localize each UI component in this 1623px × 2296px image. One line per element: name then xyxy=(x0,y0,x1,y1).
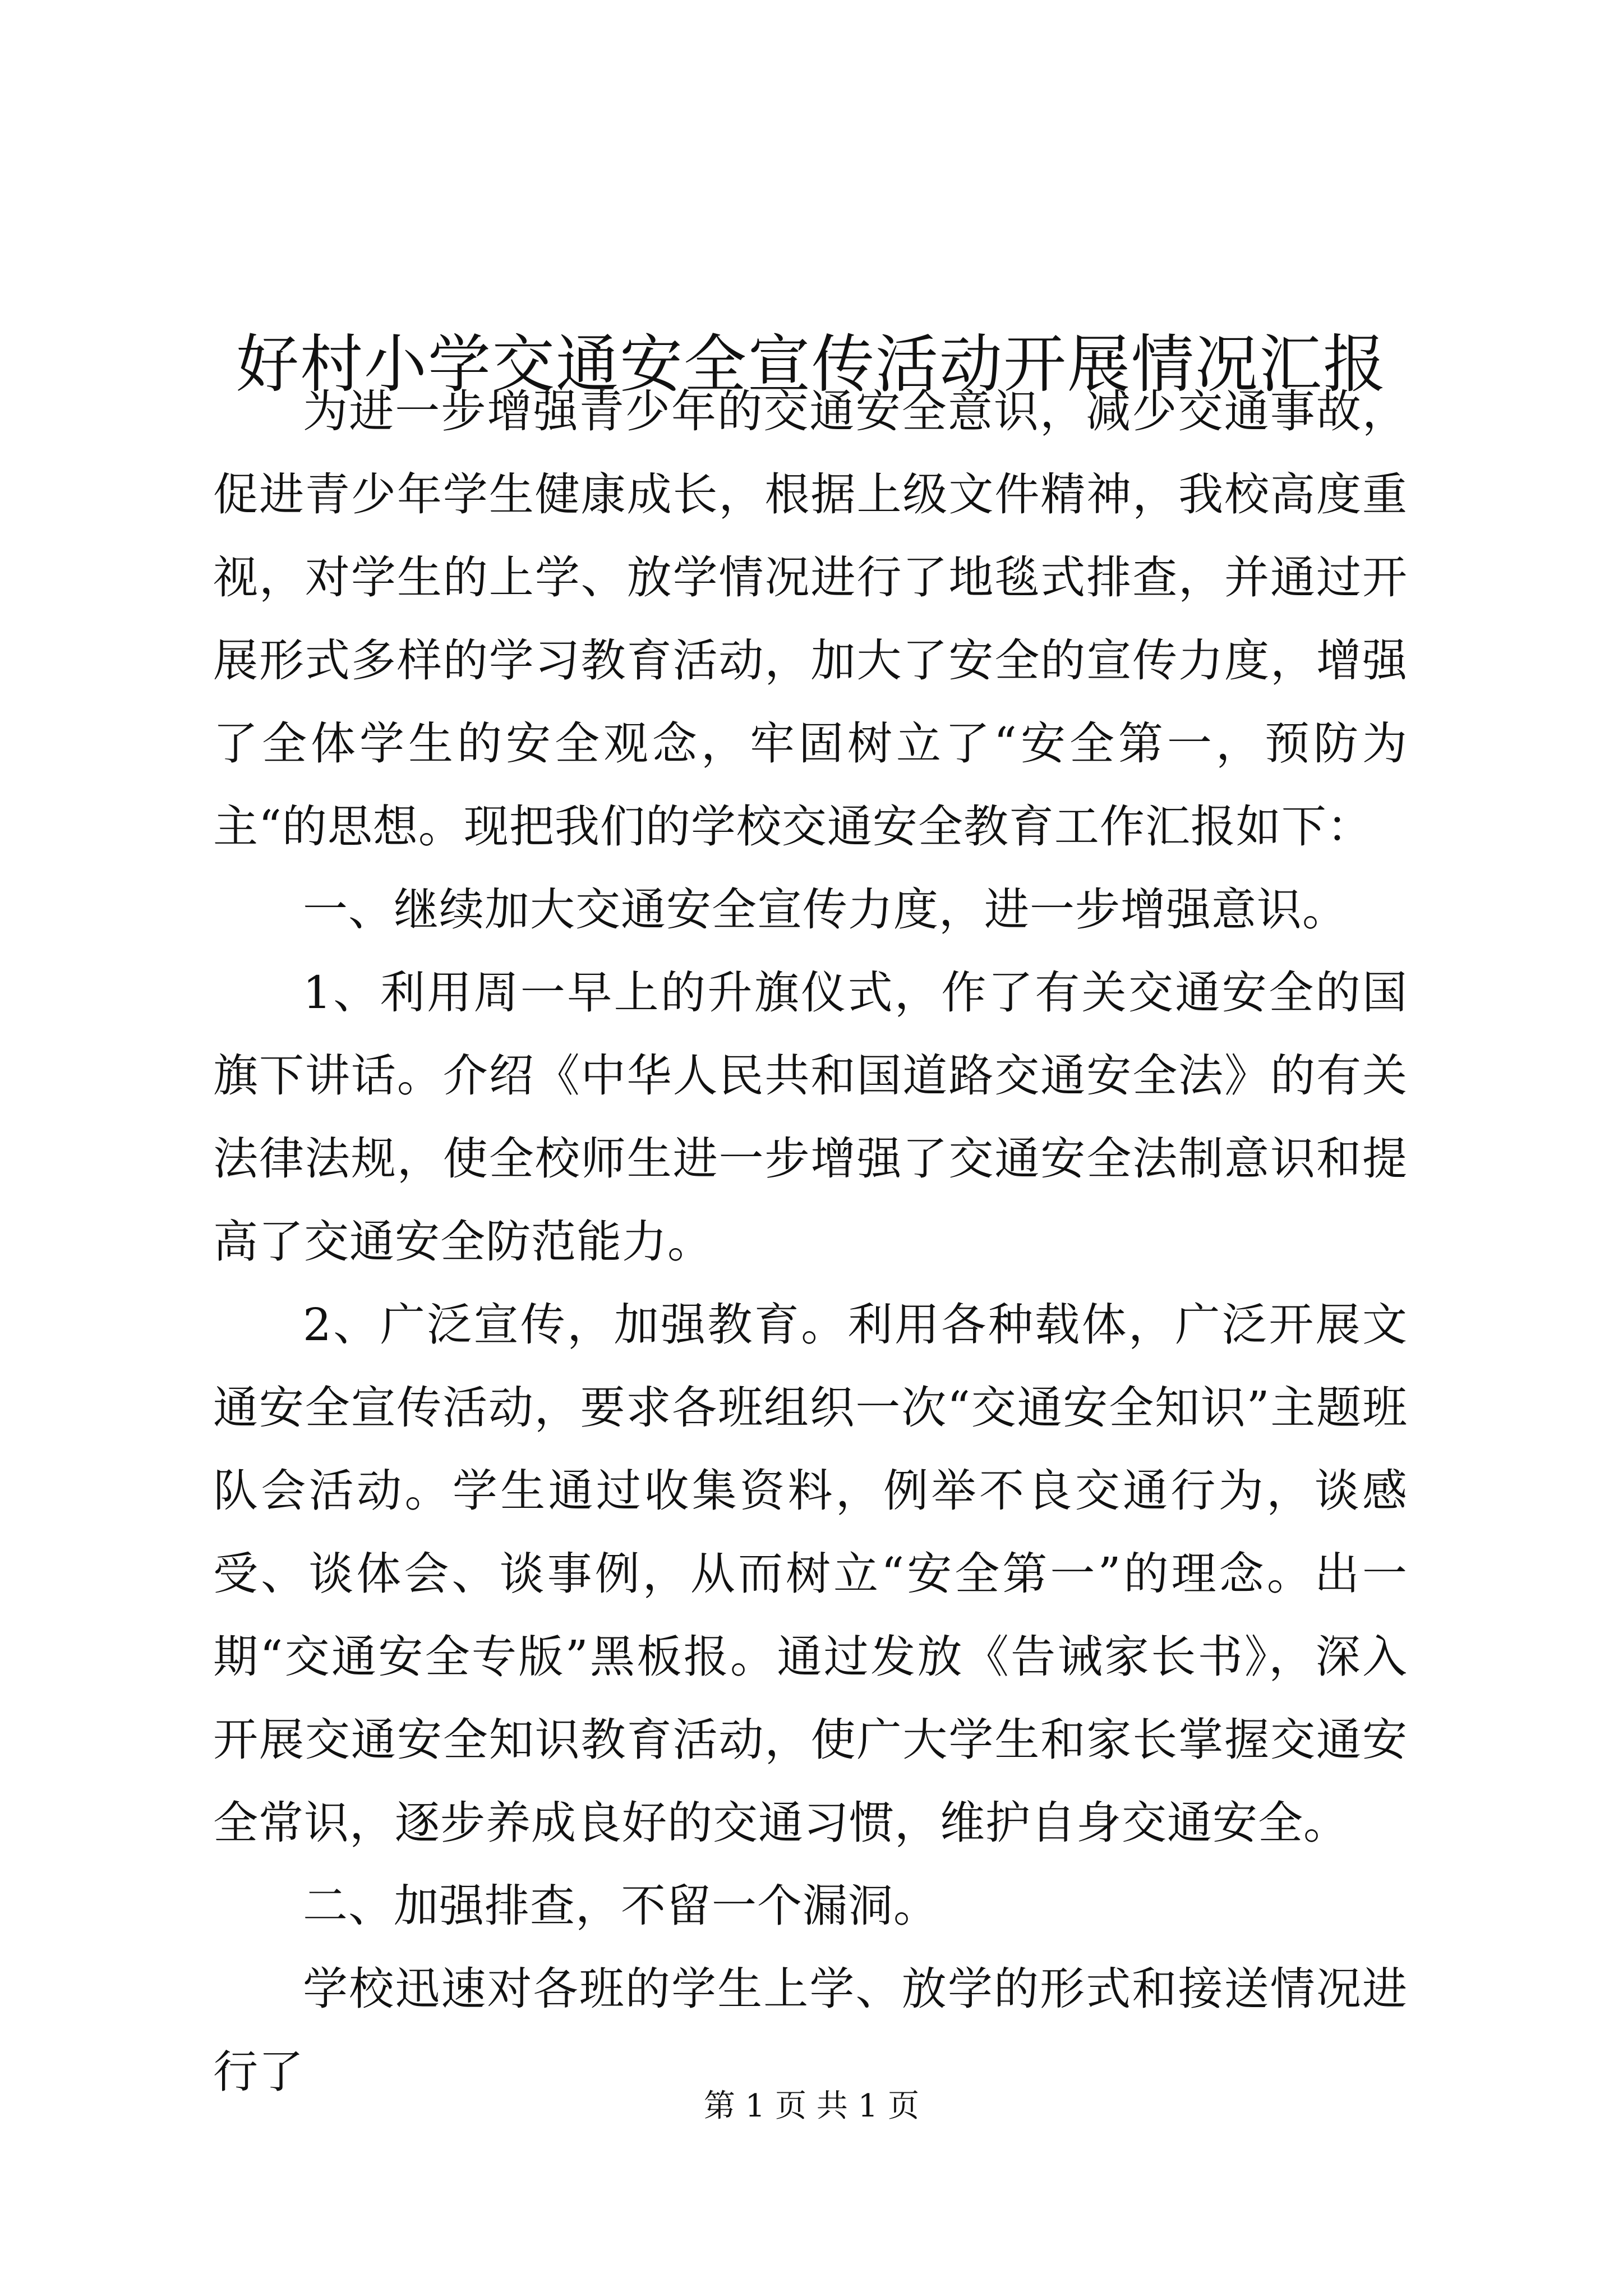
page-footer: 第 1 页 共 1 页 xyxy=(703,2088,920,2124)
paragraph-section-2: 学校迅速对各班的学生上学、放学的形式和接送情况进行了 xyxy=(213,1963,1408,2098)
paragraph-item-2: 2、广泛宣传，加强教育。利用各种载体，广泛开展文通安全宣传活动，要求各班组织一次“交通安全知识”主题班队会活动。学生通过收集资料，例举不良交通行为，谈感受、谈体会、谈事例，从而树立“安全第一”的理念。出一期“交通安全专版”黑板报。通过发放《告诫家长书》，深入开展交通安全知识教育活动，使广大学生和家长掌握交通安全常识，逐步养成良好的交通习惯，维护自身交通安全。 xyxy=(213,1299,1408,1849)
document-body xyxy=(213,370,1408,2114)
section-heading-1: 一、继续加大交通安全宣传力度，进一步增强意识。 xyxy=(303,884,1348,936)
paragraph-intro: 为进一步增强青少年的交通安全意识，减少交通事故，促进青少年学生健康成长，根据上级文件精神，我校高度重视，对学生的上学、放学情况进行了地毯式排查，并通过开展形式多样的学习教育活动，加大了安全的宣传力度，增强了全体学生的安全观念，牢固树立了“安全第一，预防为主“的思想。现把我们的学校交通安全教育工作汇报如下： xyxy=(213,385,1408,853)
document-title: 好村小学交通安全宣传活动开展情况汇报 xyxy=(236,328,1387,402)
paragraph-item-1: 1、利用周一早上的升旗仪式，作了有关交通安全的国旗下讲话。介绍《中华人民共和国道路交通安全法》的有关法律法规，使全校师生进一步增强了交通安全法制意识和提高了交通安全防范能力。 xyxy=(213,967,1408,1268)
section-heading-2: 二、加强排查，不留一个漏洞。 xyxy=(303,1880,939,1932)
